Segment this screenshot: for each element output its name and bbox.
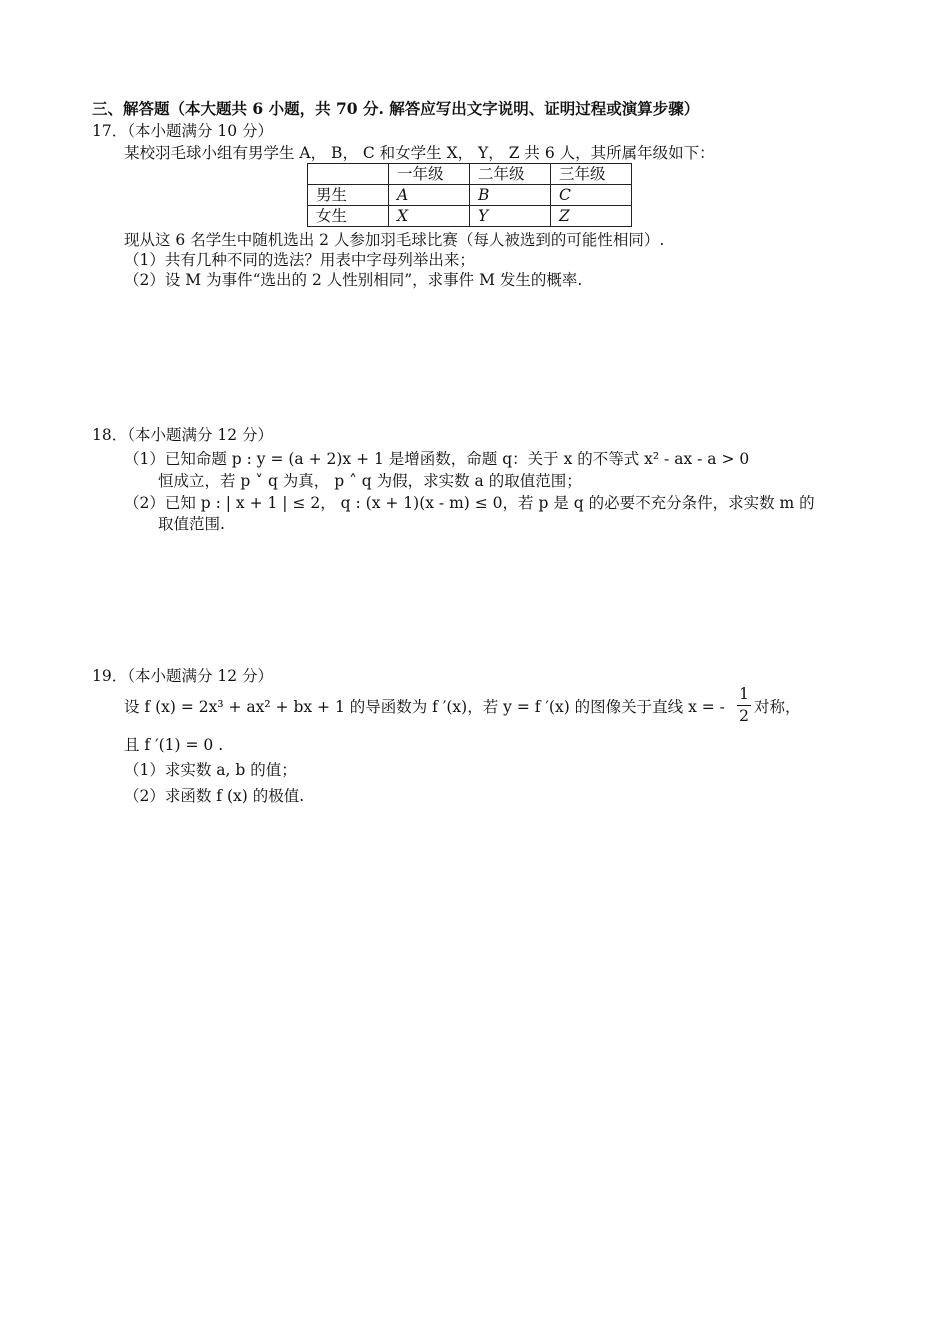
grade-table xyxy=(307,163,632,227)
table-header-cell: 三年级 xyxy=(551,164,632,185)
q18-header: 18．（本小题满分 12 分） xyxy=(92,426,274,444)
q19-part2: （2）求函数 f (x) 的极值. xyxy=(124,787,305,805)
q19-line1-a: 设 f (x) = 2x³ + ax² + bx + 1 的导函数为 f ′(x)，若 y = f ′(x) 的图像关于直线 x = - xyxy=(124,698,725,716)
table-cell: 女生 xyxy=(308,206,389,227)
table-cell: 男生 xyxy=(308,185,389,206)
q18-part2-line1: （2）已知 p : | x + 1 | ≤ 2， q : (x + 1)(x - m) ≤ 0，若 p 是 q 的必要不充分条件，求实数 m 的 xyxy=(124,494,815,512)
q19-header: 19．（本小题满分 12 分） xyxy=(92,667,274,685)
table-cell: Y xyxy=(470,206,551,227)
table-header-cell: 一年级 xyxy=(389,164,470,185)
q18-part1-line1: （1）已知命题 p : y = (a + 2)x + 1 是增函数，命题 q：关于 x 的不等式 x² - ax - a > 0 xyxy=(124,450,750,468)
q19-part1: （1）求实数 a, b 的值； xyxy=(124,761,297,779)
fraction-numerator: 1 xyxy=(739,685,749,703)
q19-line1-b: 对称， xyxy=(754,698,801,716)
q17-intro: 某校羽毛球小组有男学生 A， B， C 和女学生 X， Y， Z 共 6 人，其所属年级如下： xyxy=(124,144,715,162)
section-title: 三、解答题（本大题共 6 小题，共 70 分. 解答应写出文字说明、证明过程或演算步骤） xyxy=(92,99,700,118)
q19-line2: 且 f ′(1) = 0 . xyxy=(124,736,224,754)
table-cell: X xyxy=(389,206,470,227)
q17-part2: （2）设 M 为事件“选出的 2 人性别相同”，求事件 M 发生的概率. xyxy=(124,271,583,289)
table-header-cell xyxy=(308,164,389,185)
table-cell: A xyxy=(389,185,470,206)
q18-part2-line2: 取值范围. xyxy=(158,515,225,533)
table-cell: B xyxy=(470,185,551,206)
table-cell: Z xyxy=(551,206,632,227)
table-cell: C xyxy=(551,185,632,206)
q17-header: 17．（本小题满分 10 分） xyxy=(92,122,274,140)
q17-part1: （1）共有几种不同的选法？用表中字母列举出来； xyxy=(124,251,475,269)
table-row xyxy=(308,185,632,206)
q17-stem: 现从这 6 名学生中随机选出 2 人参加羽毛球比赛（每人被选到的可能性相同）. xyxy=(124,231,665,249)
table-row xyxy=(308,164,632,185)
fraction-denominator: 2 xyxy=(737,705,751,726)
fraction-one-half xyxy=(737,684,751,726)
q18-part1-line2: 恒成立，若 p ˅ q 为真， p ˄ q 为假，求实数 a 的取值范围； xyxy=(158,472,582,490)
table-row xyxy=(308,206,632,227)
table-header-cell: 二年级 xyxy=(470,164,551,185)
